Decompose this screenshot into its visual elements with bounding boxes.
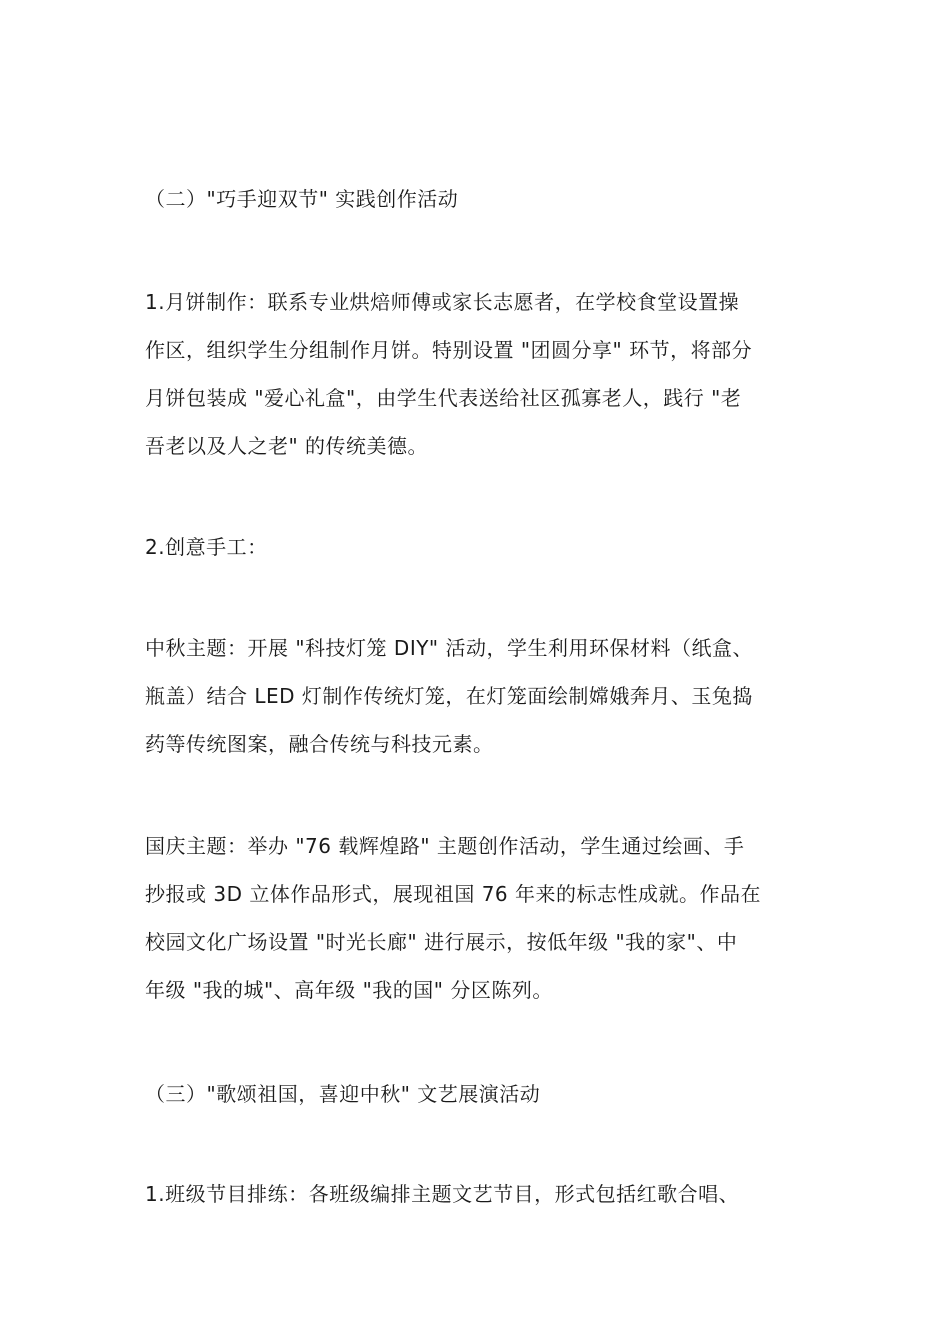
text-line: 国庆主题：举办 "76 载辉煌路" 主题创作活动，学生通过绘画、手: [145, 834, 745, 858]
text-line: 校园文化广场设置 "时光长廊" 进行展示，按低年级 "我的家"、中: [145, 930, 738, 954]
text-line: 1.班级节目排练：各班级编排主题文艺节目，形式包括红歌合唱、: [145, 1182, 740, 1206]
text-line: 吾老以及人之老" 的传统美德。: [145, 434, 429, 458]
paragraph-class-rehearsal: [145, 1170, 810, 1218]
text-line: 瓶盖）结合 LED 灯制作传统灯笼，在灯笼面绘制嫦娥奔月、玉兔捣: [145, 684, 753, 708]
paragraph-national-day: [145, 822, 810, 1014]
paragraph-mid-autumn: [145, 624, 810, 768]
paragraph-mooncake: [145, 278, 810, 470]
text-line: 年级 "我的城"、高年级 "我的国" 分区陈列。: [145, 978, 553, 1002]
item-2-title: 2.创意手工：: [145, 535, 268, 559]
text-line: 1.月饼制作：联系专业烘焙师傅或家长志愿者，在学校食堂设置操: [145, 290, 740, 314]
text-line: 中秋主题：开展 "科技灯笼 DIY" 活动，学生利用环保材料（纸盒、: [145, 636, 753, 660]
section-2-heading: （二）"巧手迎双节" 实践创作活动: [145, 187, 459, 211]
text-line: 药等传统图案，融合传统与科技元素。: [145, 732, 494, 756]
text-line: 月饼包装成 "爱心礼盒"，由学生代表送给社区孤寡老人，践行 "老: [145, 386, 742, 410]
text-line: 抄报或 3D 立体作品形式，展现祖国 76 年来的标志性成就。作品在: [145, 882, 762, 906]
text-line: 作区，组织学生分组制作月饼。特别设置 "团圆分享" 环节，将部分: [145, 338, 753, 362]
section-3-heading: （三）"歌颂祖国，喜迎中秋" 文艺展演活动: [145, 1082, 541, 1106]
